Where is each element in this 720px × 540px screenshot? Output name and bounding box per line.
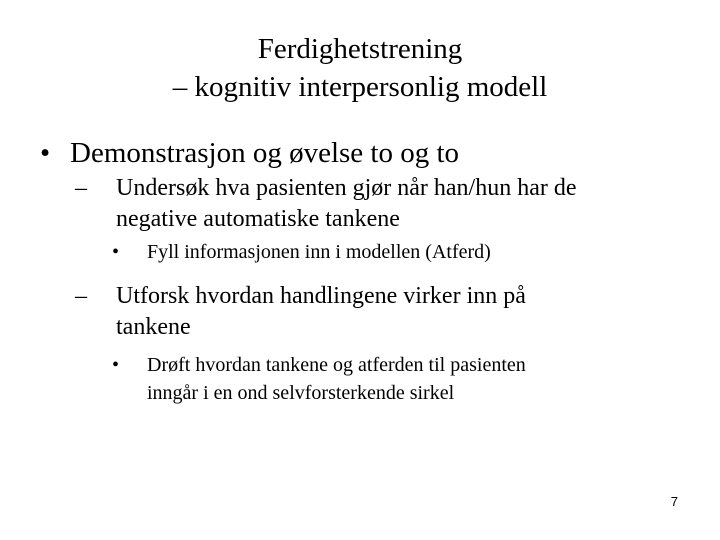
sub-sub-bullet-text: Fyll informasjonen inn i modellen (Atferd)	[147, 241, 491, 263]
sub-sub-bullet-text-line-1: Drøft hvordan tankene og atferden til pasienten	[147, 354, 526, 376]
sub-bullet-text-line-2: tankene	[116, 314, 191, 340]
sub-sub-bullet-text-line-2: inngår i en ond selvforsterkende sirkel	[147, 382, 455, 404]
title-line-1: Ferdighetstrening	[257, 33, 463, 65]
bullet-marker: •	[40, 137, 51, 169]
sub-bullet-marker: –	[75, 175, 87, 201]
sub-bullet-text-line-2: negative automatiske tankene	[116, 206, 400, 232]
page-number: 7	[670, 494, 678, 509]
sub-bullet-marker: –	[75, 283, 87, 309]
slide-title	[0, 30, 720, 106]
sub-sub-bullet-marker: •	[112, 241, 120, 263]
title-line-2: – kognitiv interpersonlig modell	[172, 71, 548, 103]
sub-sub-bullet-marker: •	[112, 354, 120, 376]
sub-bullet-text-line-1: Undersøk hva pasienten gjør når han/hun har de	[116, 175, 577, 201]
bullet-text: Demonstrasjon og øvelse to og to	[70, 137, 460, 169]
sub-bullet-text-line-1: Utforsk hvordan handlingene virker inn på	[116, 283, 526, 309]
